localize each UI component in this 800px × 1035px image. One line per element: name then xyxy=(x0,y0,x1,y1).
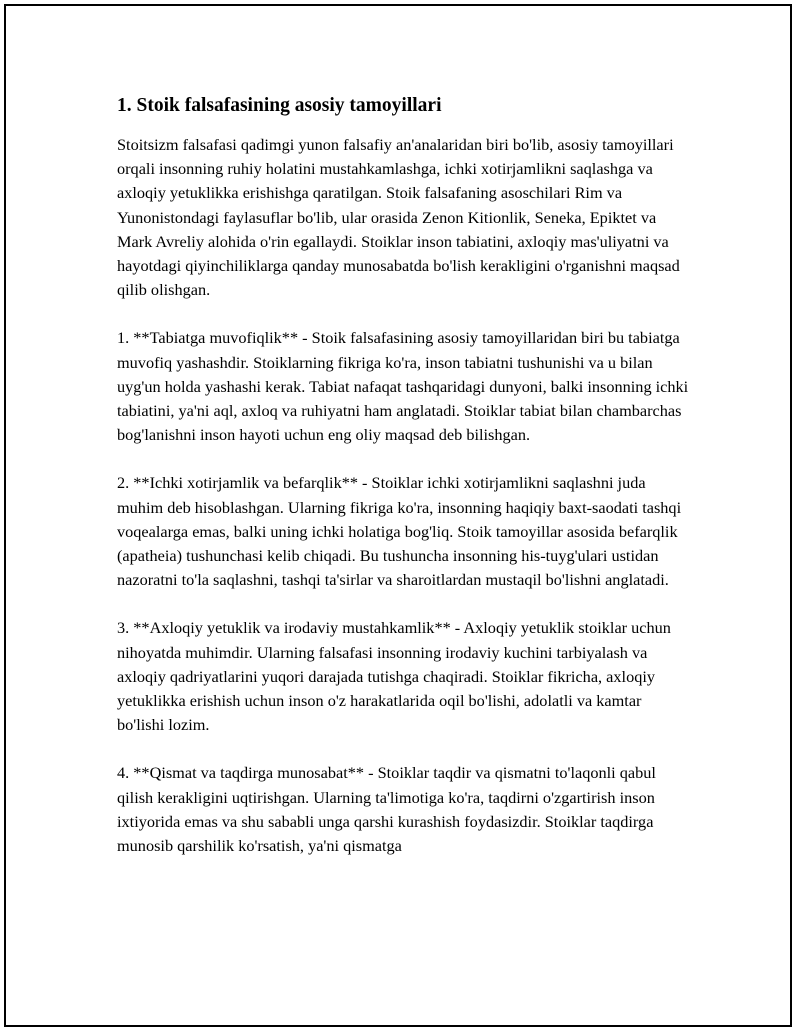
paragraph-nature: 1. **Tabiatga muvofiqlik** - Stoik falsafasining asosiy tamoyillaridan biri bu tabiatga muvofiq yashashdir. Stoiklarning fikriga ko'ra, inson tabiatni tushunishi va u bilan uyg'un holda yashashi kerak. Tabiat nafaqat tashqaridagi dunyoni, balki insonning ichki tabiatini, ya'ni aql, axloq va ruhiyatni ham anglatadi. Stoiklar tabiat bilan chambarchas bog'lanishni inson hayoti uchun eng oliy maqsad deb bilishgan. xyxy=(117,328,689,445)
paragraph-fate: 4. **Qismat va taqdirga munosabat** - Stoiklar taqdir va qismatni to'laqonli qabul qilish kerakligini uqtirishgan. Ularning ta'limotiga ko'ra, taqdirni o'zgartirish inson ixtiyorida emas va shu sababli unga qarshi kurashish foydasizdir. Stoiklar taqdirga munosib qarshilik ko'rsatish, ya'ni qismatga xyxy=(117,763,656,856)
paragraph-tranquility: 2. **Ichki xotirjamlik va befarqlik** - Stoiklar ichki xotirjamlikni saqlashni juda muhim deb hisoblashgan. Ularning fikriga ko'ra, insonning haqiqiy baxt-saodati tashqi voqealarga emas, balki uning ichki holatiga bog'liq. Stoik tamoyillar asosida befarqlik (apatheia) tushunchasi kelib chiqadi. Bu tushuncha insonning his-tuyg'ulari ustidan nazoratni to'la saqlashni, tashqi ta'sirlar va sharoitlardan mustaqil bo'lishni anglatadi. xyxy=(117,473,682,590)
paragraph-virtue: 3. **Axloqiy yetuklik va irodaviy mustahkamlik** - Axloqiy yetuklik stoiklar uchun nihoyatda muhimdir. Ularning falsafasi insonning irodaviy kuchini tarbiyalash va axloqiy qadriyatlarini yuqori darajada tutishga chaqiradi. Stoiklar fikricha, axloqiy yetuklikka erishish uchun inson o'z harakatlarida oqil bo'lishi, adolatli va kamtar bo'lishi lozim. xyxy=(117,618,671,735)
section-heading: 1. Stoik falsafasining asosiy tamoyillari xyxy=(117,95,442,116)
intro-paragraph: Stoitsizm falsafasi qadimgi yunon falsafiy an'analaridan biri bo'lib, asosiy tamoyillari orqali insonning ruhiy holatini mustahkamlashga, ichki xotirjamlikni saqlashga va axloqiy yetuklikka erishishga qaratilgan. Stoik falsafaning asoschilari Rim va Yunonistondagi faylasuflar bo'lib, ular orasida Zenon Kitionlik, Seneka, Epiktet va Mark Avreliy alohida o'rin egallaydi. Stoiklar inson tabiatini, axloqiy mas'uliyatni va hayotdagi qiyinchiliklarga qanday munosabatda bo'lish kerakligini o'rganishni maqsad qilib olishgan. xyxy=(117,135,680,300)
document-body xyxy=(117,93,692,882)
